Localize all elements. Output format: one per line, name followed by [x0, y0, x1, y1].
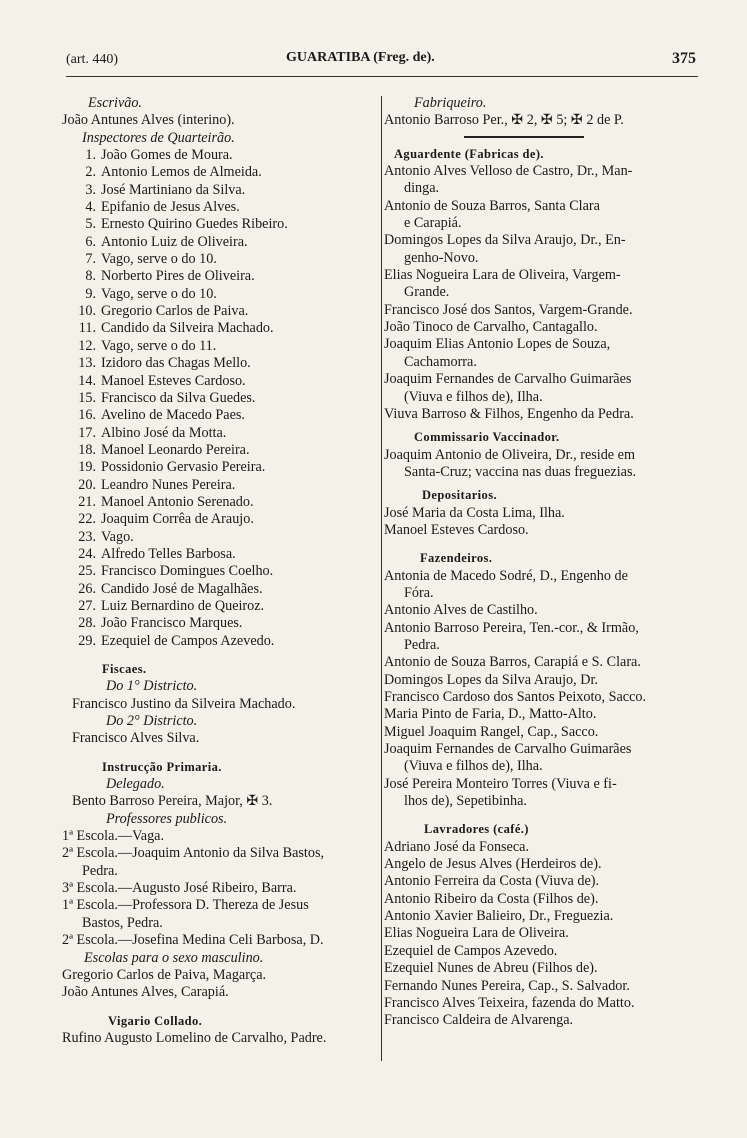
inspector-number: 5.: [85, 216, 96, 233]
inspector-entry: [62, 320, 380, 337]
inspector-number: 6.: [85, 233, 96, 250]
inspector-entry: [62, 268, 380, 285]
aguardente-entry: Antonio de Souza Barros, Santa Clara: [384, 197, 600, 214]
article-reference: (art. 440): [66, 52, 119, 67]
fazendeiro-entry: Pedra.: [404, 636, 440, 653]
inspector-name: Francisco da Silva Guedes.: [101, 389, 256, 406]
district-1-heading: Do 1° Districto.: [106, 678, 198, 695]
inspector-number: 20.: [78, 476, 96, 493]
escola-masculina-entry: João Antunes Alves, Carapiá.: [62, 984, 229, 1001]
inspector-entry: [62, 303, 380, 320]
fazendeiro-entry: José Pereira Monteiro Torres (Viuva e fi-: [384, 775, 617, 792]
aguardente-entry: Joaquim Fernandes de Carvalho Guimarães: [384, 371, 632, 388]
fazendeiro-entry: Francisco Cardoso dos Santos Peixoto, Sacco.: [384, 689, 647, 705]
column-divider: [381, 96, 382, 1061]
inspector-number: 4.: [85, 199, 96, 216]
inspector-name: Joaquim Corrêa de Araujo.: [101, 511, 254, 528]
inspector-name: Manoel Leonardo Pereira.: [101, 441, 250, 458]
fazendeiro-entry: Antonio Alves de Castilho.: [384, 602, 538, 619]
professores-heading: Professores publicos.: [106, 810, 228, 827]
section-heading-depositarios: Depositarios.: [422, 488, 497, 503]
inspectores-list: [62, 147, 380, 650]
inspector-number: 16.: [78, 407, 96, 424]
lavrador-entry: Ezequiel de Campos Azevedo.: [384, 942, 558, 959]
inspector-entry: [62, 234, 380, 251]
inspector-entry: [62, 477, 380, 494]
vigario-name: Rufino Augusto Lomelino de Carvalho, Padre.: [62, 1029, 327, 1046]
inspector-entry: [62, 615, 380, 632]
inspector-name: Possidonio Gervasio Pereira.: [101, 459, 266, 476]
lavrador-entry: Angelo de Jesus Alves (Herdeiros de).: [384, 856, 602, 873]
right-column: [384, 95, 702, 1030]
fazendeiro-entry: Domingos Lopes da Silva Araujo, Dr.: [384, 671, 598, 688]
inspector-entry: [62, 390, 380, 407]
lavrador-entry: Ezequiel Nunes de Abreu (Filhos de).: [384, 960, 598, 977]
lavrador-entry: Antonio Xavier Balieiro, Dr., Freguezia.: [384, 908, 614, 925]
inspector-name: Manoel Esteves Cardoso.: [101, 372, 246, 389]
inspector-name: Alfredo Telles Barbosa.: [101, 545, 236, 562]
inspector-entry: [62, 511, 380, 528]
aguardente-entry: genho-Novo.: [404, 249, 479, 266]
inspector-name: Antonio Luiz de Oliveira.: [101, 233, 248, 250]
commissario-entry: Joaquim Antonio de Oliveira, Dr., reside em: [384, 446, 635, 463]
inspector-entry: [62, 442, 380, 459]
aguardente-list: [384, 163, 702, 423]
inspector-name: Norberto Pires de Oliveira.: [101, 268, 255, 285]
delegado-name: Bento Barroso Pereira, Major, ✠ 3.: [72, 793, 273, 810]
inspector-entry: [62, 546, 380, 563]
inspector-number: 11.: [78, 320, 96, 337]
inspector-name: Candido José de Magalhães.: [101, 580, 263, 597]
aguardente-entry: Grande.: [404, 284, 450, 301]
inspector-name: Albino José da Motta.: [101, 424, 227, 441]
inspector-name: Gregorio Carlos de Paiva.: [101, 303, 249, 320]
fazendeiro-entry: Antonia de Macedo Sodré, D., Engenho de: [384, 567, 628, 584]
inspector-name: Vago, serve o do 10.: [101, 251, 217, 268]
aguardente-entry: Elias Nogueira Lara de Oliveira, Vargem-: [384, 267, 621, 284]
escola-entry: 3ª Escola.—Augusto José Ribeiro, Barra.: [62, 880, 297, 897]
inspector-name: João Gomes de Moura.: [101, 147, 233, 164]
inspector-number: 2.: [85, 164, 96, 181]
fabriqueiro-name: Antonio Barroso Per., ✠ 2, ✠ 5; ✠ 2 de P.: [384, 112, 624, 129]
inspector-entry: [62, 355, 380, 372]
inspector-entry: [62, 199, 380, 216]
lavrador-entry: Francisco Caldeira de Alvarenga.: [384, 1012, 574, 1029]
inspector-number: 13.: [78, 355, 96, 372]
left-column: [62, 95, 380, 1047]
inspector-name: Antonio Lemos de Almeida.: [101, 164, 262, 181]
inspector-entry: [62, 286, 380, 303]
inspector-number: 9.: [85, 285, 96, 302]
section-heading-fiscaes: Fiscaes.: [102, 662, 147, 676]
section-heading-vigario: Vigario Collado.: [108, 1013, 203, 1028]
lavrador-entry: Fernando Nunes Pereira, Cap., S. Salvador.: [384, 977, 630, 994]
inspector-name: Ezequiel de Campos Azevedo.: [101, 632, 275, 649]
inspector-name: Vago, serve o do 11.: [101, 337, 217, 354]
inspector-number: 17.: [78, 424, 96, 441]
inspector-name: Ernesto Quirino Guedes Ribeiro.: [101, 216, 288, 233]
fiscal-2-name: Francisco Alves Silva.: [72, 730, 200, 747]
depositario-entry: Manoel Esteves Cardoso.: [384, 521, 529, 538]
inspector-number: 8.: [85, 268, 96, 285]
escola-entry: 1ª Escola.—Vaga.: [62, 828, 165, 845]
inspector-number: 27.: [78, 597, 96, 614]
escola-entry: 2ª Escola.—Joaquim Antonio da Silva Bastos,: [62, 845, 325, 862]
inspector-number: 26.: [78, 580, 96, 597]
fazendeiro-entry: Joaquim Fernandes de Carvalho Guimarães: [384, 741, 632, 758]
aguardente-entry: Viuva Barroso & Filhos, Engenho da Pedra.: [384, 405, 634, 422]
commissario-entry: Santa-Cruz; vaccina nas duas freguezias.: [404, 463, 637, 480]
section-rule: [464, 136, 584, 138]
escola-entry: 1ª Escola.—Professora D. Thereza de Jesus: [62, 897, 309, 914]
aguardente-entry: dinga.: [404, 180, 440, 197]
inspector-name: Izidoro das Chagas Mello.: [101, 355, 251, 372]
inspector-number: 15.: [78, 389, 96, 406]
inspector-number: 21.: [78, 493, 96, 510]
aguardente-entry: Joaquim Elias Antonio Lopes de Souza,: [384, 336, 611, 353]
inspector-number: 25.: [78, 563, 96, 580]
inspector-name: Manoel Antonio Serenado.: [101, 493, 254, 510]
inspector-entry: [62, 338, 380, 355]
fazendeiro-entry: Miguel Joaquim Rangel, Cap., Sacco.: [384, 723, 599, 740]
lavrador-entry: Elias Nogueira Lara de Oliveira.: [384, 925, 569, 942]
inspector-name: João Francisco Marques.: [101, 615, 243, 632]
fazendeiro-entry: Maria Pinto de Faria, D., Matto-Alto.: [384, 706, 597, 723]
inspector-number: 29.: [78, 632, 96, 649]
fazendeiro-entry: (Viuva e filhos de), Ilha.: [404, 758, 543, 775]
inspector-entry: [62, 598, 380, 615]
escrivao-name: João Antunes Alves (interino).: [62, 112, 235, 129]
inspector-name: José Martiniano da Silva.: [101, 181, 246, 198]
fazendeiro-entry: Antonio de Souza Barros, Carapiá e S. Clara.: [384, 654, 641, 671]
inspector-name: Epifanio de Jesus Alves.: [101, 199, 240, 216]
district-2-heading: Do 2° Districto.: [106, 713, 198, 730]
inspector-name: Luiz Bernardino de Queiroz.: [101, 597, 265, 614]
inspector-entry: [62, 407, 380, 424]
inspector-number: 3.: [85, 181, 96, 198]
inspector-number: 12.: [78, 337, 96, 354]
lavrador-entry: Francisco Alves Teixeira, fazenda do Matto.: [384, 994, 635, 1011]
inspector-entry: [62, 164, 380, 181]
aguardente-entry: e Carapiá.: [404, 215, 462, 232]
depositario-entry: José Maria da Costa Lima, Ilha.: [384, 504, 565, 521]
lavradores-list: [384, 839, 702, 1030]
inspector-name: Francisco Domingues Coelho.: [101, 563, 274, 580]
inspector-entry: [62, 216, 380, 233]
lavrador-entry: Antonio Ferreira da Costa (Viuva de).: [384, 873, 600, 890]
aguardente-entry: Antonio Alves Velloso de Castro, Dr., Man-: [384, 163, 633, 180]
inspector-number: 24.: [78, 545, 96, 562]
inspector-number: 19.: [78, 459, 96, 476]
fiscal-1-name: Francisco Justino da Silveira Machado.: [72, 695, 296, 712]
aguardente-entry: (Viuva e filhos de), Ilha.: [404, 388, 543, 405]
inspector-number: 14.: [78, 372, 96, 389]
inspector-entry: [62, 529, 380, 546]
inspector-entry: [62, 563, 380, 580]
escola-entry: Pedra.: [82, 862, 118, 879]
section-heading-fazendeiros: Fazendeiros.: [420, 551, 493, 566]
fazendeiro-entry: Antonio Barroso Pereira, Ten.-cor., & Irmão,: [384, 619, 639, 636]
escola-masculina-entry: Gregorio Carlos de Paiva, Magarça.: [62, 966, 267, 983]
inspector-number: 10.: [78, 303, 96, 320]
inspector-entry: [62, 459, 380, 476]
page-title: GUARATIBA (Freg. de).: [286, 50, 435, 65]
inspector-name: Vago.: [101, 528, 134, 545]
header-rule: [66, 76, 698, 77]
section-heading-inspectores: Inspectores de Quarteirão.: [82, 129, 235, 146]
fazendeiro-entry: Fóra.: [404, 584, 434, 601]
escolas-sexo-list: [62, 967, 380, 1002]
aguardente-entry: Francisco José dos Santos, Vargem-Grande.: [384, 301, 633, 318]
aguardente-entry: João Tinoco de Carvalho, Cantagallo.: [384, 319, 598, 336]
escolas-list: [62, 828, 380, 949]
inspector-entry: [62, 581, 380, 598]
inspector-number: 28.: [78, 615, 96, 632]
page-header: [66, 50, 696, 74]
delegado-heading: Delegado.: [106, 776, 165, 793]
inspector-number: 7.: [85, 251, 96, 268]
inspector-entry: [62, 182, 380, 199]
lavrador-entry: Adriano José da Fonseca.: [384, 838, 529, 855]
section-heading-lavradores: Lavradores (café.): [424, 822, 529, 837]
commissario-list: [384, 447, 702, 482]
page-number: 375: [672, 50, 696, 67]
escolas-sexo-heading: Escolas para o sexo masculino.: [84, 949, 264, 966]
section-heading-commissario: Commissario Vaccinador.: [414, 430, 560, 445]
inspector-entry: [62, 425, 380, 442]
inspector-number: 1.: [85, 147, 96, 164]
inspector-number: 23.: [78, 528, 96, 545]
inspector-name: Avelino de Macedo Paes.: [101, 407, 245, 424]
inspector-entry: [62, 373, 380, 390]
aguardente-entry: Cachamorra.: [404, 353, 477, 370]
inspector-name: Candido da Silveira Machado.: [101, 320, 274, 337]
section-heading-instrucao: Instrucção Primaria.: [102, 759, 222, 774]
aguardente-entry: Domingos Lopes da Silva Araujo, Dr., En-: [384, 232, 626, 249]
fazendeiro-entry: lhos de), Sepetibinha.: [404, 793, 527, 810]
depositarios-list: [384, 505, 702, 540]
escola-entry: Bastos, Pedra.: [82, 914, 163, 931]
section-heading-fabriqueiro: Fabriqueiro.: [414, 95, 487, 111]
inspector-entry: [62, 251, 380, 268]
lavrador-entry: Antonio Ribeiro da Costa (Filhos de).: [384, 890, 599, 907]
inspector-name: Leandro Nunes Pereira.: [101, 476, 236, 493]
escola-entry: 2ª Escola.—Josefina Medina Celi Barbosa, D.: [62, 932, 324, 949]
fazendeiros-list: [384, 568, 702, 811]
inspector-number: 18.: [78, 441, 96, 458]
inspector-entry: [62, 147, 380, 164]
inspector-entry: [62, 494, 380, 511]
section-heading-aguardente: Aguardente (Fabricas de).: [394, 146, 544, 161]
inspector-name: Vago, serve o do 10.: [101, 285, 217, 302]
inspector-entry: [62, 633, 380, 650]
inspector-number: 22.: [78, 511, 96, 528]
section-heading-escrivao: Escrivão.: [88, 95, 142, 111]
